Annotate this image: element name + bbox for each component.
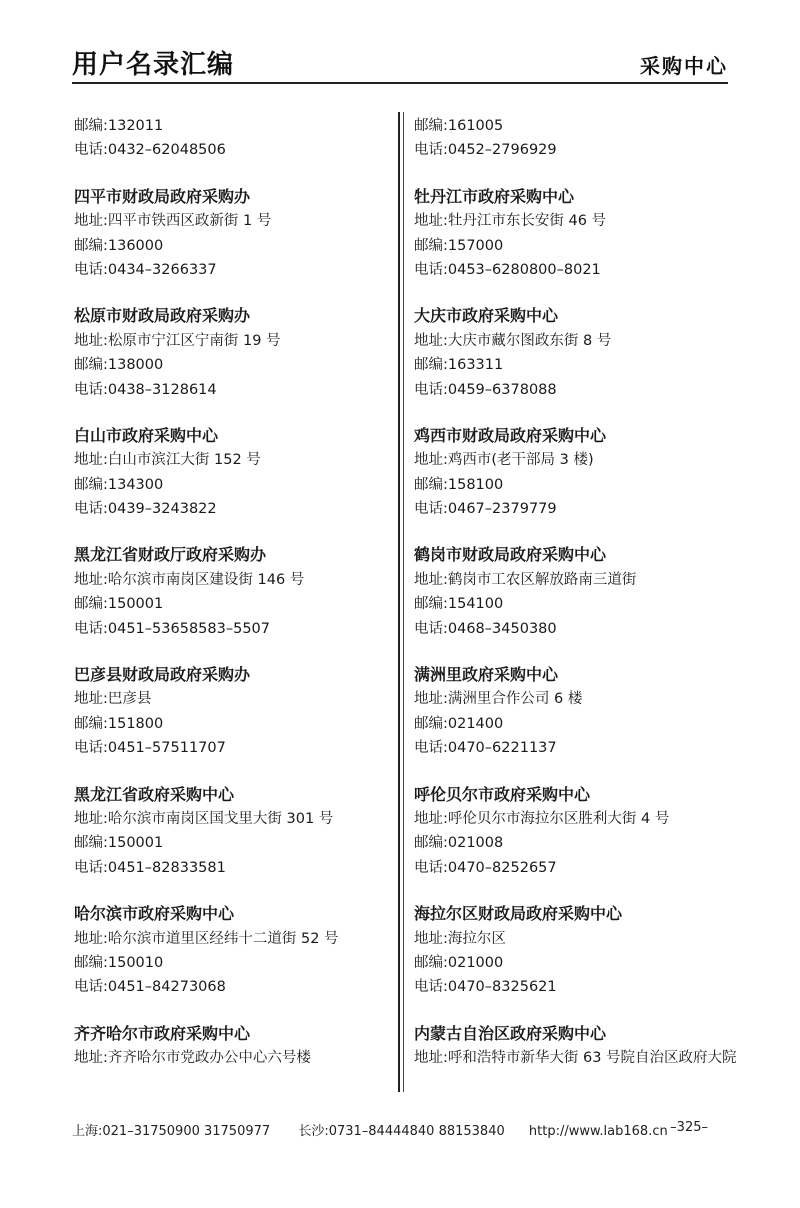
entry-postcode: 邮编:134300 <box>74 476 164 493</box>
entry-address: 地址:呼和浩特市新华大街 63 号院自治区政府大院 <box>414 1050 737 1067</box>
entry-postcode: 邮编:132011 <box>74 118 164 134</box>
entry-name: 白山市政府采购中心 <box>74 425 219 445</box>
entry-phone: 电话:0434–3266337 <box>74 261 217 278</box>
entry-postcode: 邮编:021008 <box>414 835 504 852</box>
directory-entry <box>74 424 390 522</box>
entry-name: 鹤岗市财政局政府采购中心 <box>414 545 607 565</box>
entry-name: 黑龙江省政府采购中心 <box>74 784 235 804</box>
entry-address: 地址:满洲里合作公司 6 楼 <box>414 691 583 708</box>
directory-entry <box>74 185 390 283</box>
entry-name: 呼伦贝尔市政府采购中心 <box>414 784 591 804</box>
directory-entry <box>74 663 390 761</box>
entry-name: 四平市财政局政府采购办 <box>74 186 251 206</box>
column-divider-inner <box>403 112 404 1092</box>
footer-shanghai-phone: 上海:021–31750900 31750977 <box>72 1124 271 1139</box>
directory-entry <box>414 902 734 1000</box>
entry-address: 地址:鸡西市(老干部局 3 楼) <box>414 452 594 469</box>
entry-postcode: 邮编:150010 <box>74 954 164 971</box>
entry-phone: 电话:0432–62048506 <box>74 142 226 159</box>
entry-phone: 电话:0468–3450380 <box>414 620 557 637</box>
directory-entry <box>414 304 734 402</box>
entry-name: 海拉尔区财政局政府采购中心 <box>414 904 623 924</box>
entry-address: 地址:哈尔滨市道里区经纬十二道街 52 号 <box>74 930 339 947</box>
entry-address: 地址:哈尔滨市南岗区建设街 146 号 <box>74 571 305 588</box>
directory-entry <box>414 185 734 283</box>
entry-name: 满洲里政府采购中心 <box>414 665 559 685</box>
entry-postcode: 邮编:021000 <box>414 954 504 971</box>
entry-phone: 电话:0438–3128614 <box>74 381 217 398</box>
entry-phone: 电话:0470–8252657 <box>414 859 557 876</box>
entry-name: 松原市财政局政府采购办 <box>74 306 251 326</box>
entry-address: 地址:白山市滨江大街 152 号 <box>74 452 261 469</box>
directory-entry <box>414 663 734 761</box>
right-column <box>414 114 737 1093</box>
entry-address: 地址:大庆市藏尔图政东街 8 号 <box>414 332 612 349</box>
entry-phone: 电话:0451–84273068 <box>74 979 226 996</box>
entry-postcode: 邮编:151800 <box>74 715 164 732</box>
entry-postcode: 邮编:138000 <box>74 357 164 374</box>
entry-address: 地址:呼伦贝尔市海拉尔区胜利大街 4 号 <box>414 810 670 827</box>
column-divider <box>398 112 400 1092</box>
directory-entry <box>414 114 734 163</box>
entry-address: 地址:哈尔滨市南岗区国戈里大街 301 号 <box>74 810 334 827</box>
entry-phone: 电话:0467–2379779 <box>414 501 557 518</box>
entry-address: 地址:牡丹江市东长安街 46 号 <box>414 213 607 230</box>
entry-phone: 电话:0452–2796929 <box>414 142 557 159</box>
page-footer <box>72 1120 728 1139</box>
directory-entry <box>74 902 390 1000</box>
footer-changsha-phone: 长沙:0731–84444840 88153840 <box>298 1124 505 1139</box>
entry-name: 黑龙江省财政厅政府采购办 <box>74 545 267 565</box>
header-divider <box>72 82 728 84</box>
entry-address: 地址:海拉尔区 <box>414 930 506 947</box>
entry-postcode: 邮编:021400 <box>414 715 504 732</box>
page-number: –325– <box>670 1120 708 1135</box>
entry-postcode: 邮编:150001 <box>74 835 164 852</box>
entry-postcode: 邮编:157000 <box>414 237 504 254</box>
directory-entry <box>74 1022 390 1071</box>
entry-address: 地址:齐齐哈尔市党政办公中心六号楼 <box>74 1050 311 1067</box>
entry-phone: 电话:0439–3243822 <box>74 501 217 518</box>
directory-entry <box>74 304 390 402</box>
entry-phone: 电话:0451–57511707 <box>74 740 226 757</box>
entry-phone: 电话:0470–8325621 <box>414 979 557 996</box>
directory-entry <box>414 1022 737 1071</box>
footer-url[interactable]: http://www.lab168.cn <box>528 1124 668 1139</box>
entry-phone: 电话:0451–82833581 <box>74 859 226 876</box>
entry-name: 鸡西市财政局政府采购中心 <box>414 425 607 445</box>
entry-postcode: 邮编:158100 <box>414 476 504 493</box>
directory-entry <box>74 114 390 163</box>
entry-name: 齐齐哈尔市政府采购中心 <box>74 1023 251 1043</box>
entry-address: 地址:鹤岗市工农区解放路南三道街 <box>414 571 637 588</box>
entry-postcode: 邮编:163311 <box>414 357 504 374</box>
entry-address: 地址:松原市宁江区宁南街 19 号 <box>74 332 281 349</box>
entry-postcode: 邮编:154100 <box>414 596 504 613</box>
entry-postcode: 邮编:150001 <box>74 596 164 613</box>
section-title: 采购中心 <box>640 54 728 78</box>
entry-phone: 电话:0470–6221137 <box>414 740 557 757</box>
entry-address: 地址:巴彦县 <box>74 691 152 708</box>
entry-name: 内蒙古自治区政府采购中心 <box>414 1023 607 1043</box>
entry-postcode: 邮编:161005 <box>414 118 504 134</box>
entry-address: 地址:四平市铁西区政新街 1 号 <box>74 213 272 230</box>
entry-postcode: 邮编:136000 <box>74 237 164 254</box>
entry-name: 牡丹江市政府采购中心 <box>414 186 575 206</box>
directory-entry <box>414 424 734 522</box>
entry-phone: 电话:0451–53658583–5507 <box>74 620 270 637</box>
entry-name: 哈尔滨市政府采购中心 <box>74 904 235 924</box>
directory-entry <box>414 783 734 881</box>
page-title: 用户名录汇编 <box>72 50 235 80</box>
entry-name: 巴彦县财政局政府采购办 <box>74 665 251 685</box>
entry-name: 大庆市政府采购中心 <box>414 306 559 326</box>
entry-phone: 电话:0453–6280800–8021 <box>414 261 601 278</box>
left-column <box>74 114 390 1093</box>
directory-entry <box>74 543 390 641</box>
directory-entry <box>414 543 734 641</box>
directory-entry <box>74 783 390 881</box>
entry-phone: 电话:0459–6378088 <box>414 381 557 398</box>
